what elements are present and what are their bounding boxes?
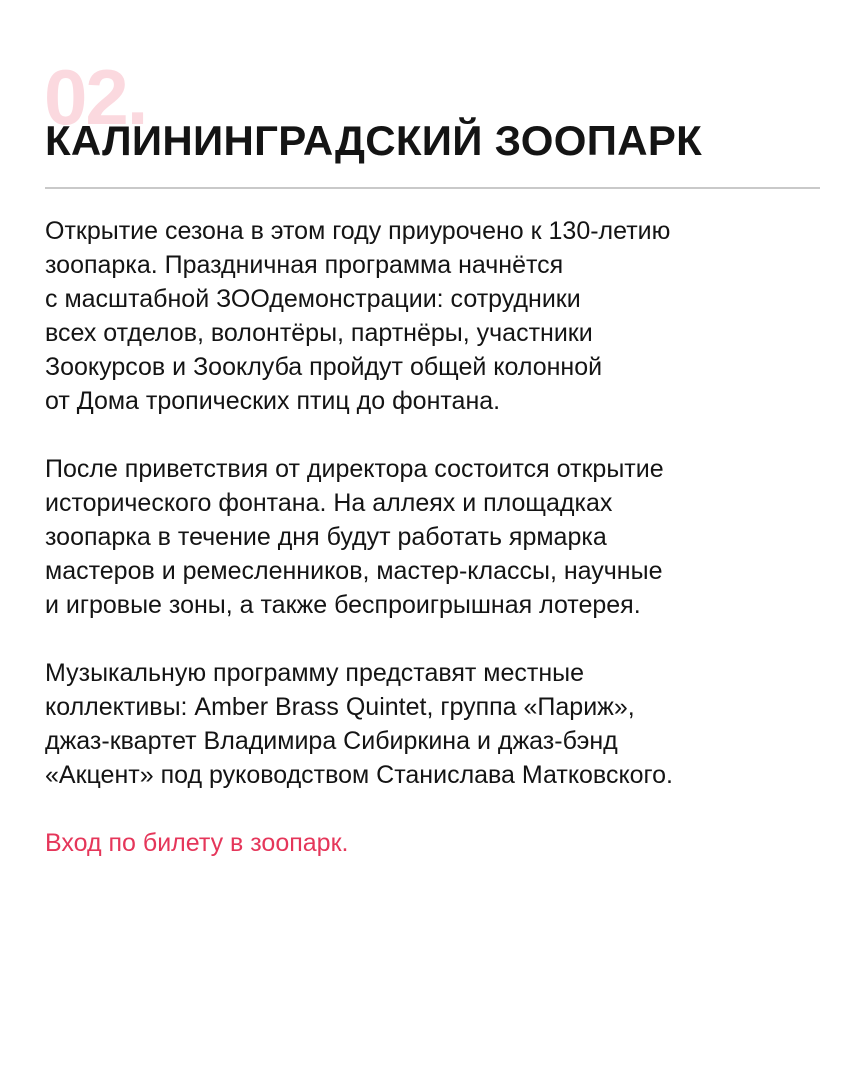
article-body (45, 214, 835, 860)
paragraph-fountain-fair: После приветствия от директора состоится открытие исторического фонтана. На аллеях и площадках зоопарка в течение дня будут работать ярмарка мастеров и ремесленников, мастер-классы, научные и игровые зоны, а также беспроигрышная лотерея. (45, 455, 664, 619)
page-title: КАЛИНИНГРАДСКИЙ ЗООПАРК (45, 117, 703, 164)
admission-note: Вход по билету в зоопарк. (45, 829, 349, 857)
section-number: 02. (44, 53, 147, 141)
title-divider (45, 187, 820, 189)
paragraph-music-program: Музыкальную программу представят местные коллективы: Amber Brass Quintet, группа «Париж», джаз-квартет Владимира Сибиркина и джаз-бэнд «Акцент» под руководством Станислава Матковского. (45, 659, 673, 789)
paragraph-season-opening: Открытие сезона в этом году приурочено к 130-летию зоопарка. Праздничная программа начнётся с масштабной ЗООдемонстрации: сотрудники всех отделов, волонтёры, партнёры, участники Зоокурсов и Зооклуба пройдут общей колонной от Дома тропических птиц до фонтана. (45, 217, 671, 415)
